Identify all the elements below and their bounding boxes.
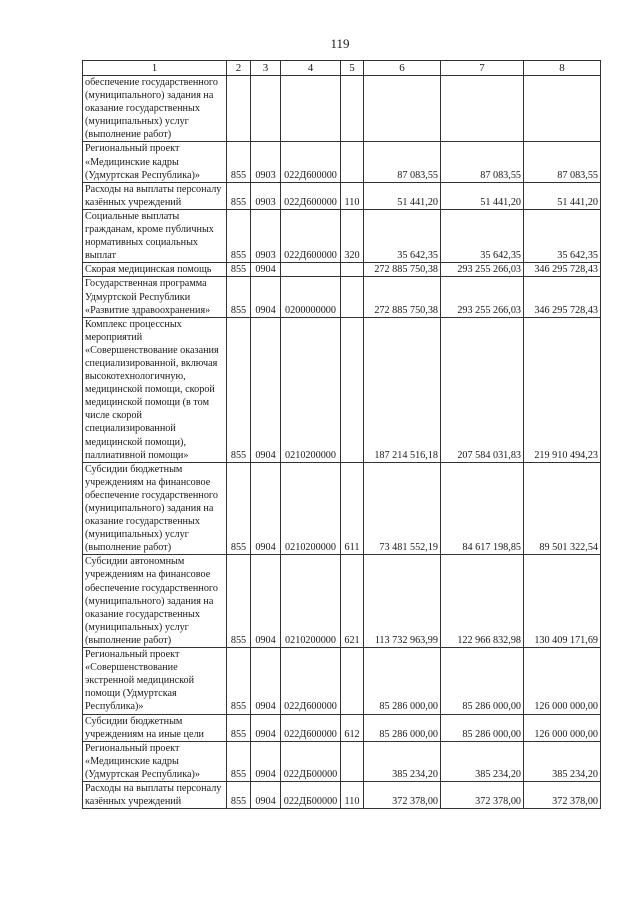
row-amount-col-7: 372 378,00 — [441, 781, 524, 808]
row-amount-col-8: 126 000 000,00 — [524, 714, 601, 741]
row-ministry-code: 855 — [227, 648, 251, 714]
table-row — [83, 142, 601, 182]
row-name: Региональный проект «Медицинские кадры (Удмуртская Республика)» — [83, 142, 227, 182]
header-col-2: 2 — [227, 61, 251, 76]
row-name: Расходы на выплаты персоналу казённых учреждений — [83, 781, 227, 808]
row-amount-col-7: 122 966 832,98 — [441, 555, 524, 648]
table-row — [83, 182, 601, 209]
header-col-8: 8 — [524, 61, 601, 76]
row-ministry-code: 855 — [227, 317, 251, 462]
table-row — [83, 648, 601, 714]
row-amount-col-6: 272 885 750,38 — [364, 277, 441, 317]
row-amount-col-8: 346 295 728,43 — [524, 263, 601, 277]
header-col-6: 6 — [364, 61, 441, 76]
row-expense-type — [341, 263, 364, 277]
row-amount-col-8: 219 910 494,23 — [524, 317, 601, 462]
row-name: Субсидии бюджетным учреждениям на финансовое обеспечение государственного (муниципального) задания на оказание государственных (муниципальных) услуг (выполнение работ) — [83, 462, 227, 555]
row-amount-col-8: 126 000 000,00 — [524, 648, 601, 714]
row-section-code: 0904 — [251, 277, 281, 317]
row-target-article: 022ДБ00000 — [281, 781, 341, 808]
row-target-article: 0210200000 — [281, 462, 341, 555]
row-target-article: 0210200000 — [281, 555, 341, 648]
row-amount-col-6: 113 732 963,99 — [364, 555, 441, 648]
table-row — [83, 263, 601, 277]
row-section-code: 0904 — [251, 462, 281, 555]
row-amount-col-7: 85 286 000,00 — [441, 648, 524, 714]
row-name: обеспечение государственного (муниципального) задания на оказание государственных (муниципальных) услуг (выполнение работ) — [83, 76, 227, 142]
row-amount-col-7: 35 642,35 — [441, 209, 524, 262]
row-amount-col-7: 385 234,20 — [441, 741, 524, 781]
row-section-code: 0904 — [251, 263, 281, 277]
row-amount-col-8: 51 441,20 — [524, 182, 601, 209]
row-amount-col-6: 87 083,55 — [364, 142, 441, 182]
row-target-article: 022ДБ00000 — [281, 741, 341, 781]
row-amount-col-6 — [364, 76, 441, 142]
row-amount-col-7: 87 083,55 — [441, 142, 524, 182]
row-ministry-code: 855 — [227, 555, 251, 648]
row-section-code: 0904 — [251, 741, 281, 781]
row-amount-col-6: 35 642,35 — [364, 209, 441, 262]
row-amount-col-8: 385 234,20 — [524, 741, 601, 781]
header-col-5: 5 — [341, 61, 364, 76]
row-amount-col-7: 85 286 000,00 — [441, 714, 524, 741]
row-amount-col-8: 89 501 322,54 — [524, 462, 601, 555]
row-section-code: 0904 — [251, 555, 281, 648]
row-section-code: 0904 — [251, 648, 281, 714]
row-name: Расходы на выплаты персоналу казённых учреждений — [83, 182, 227, 209]
row-section-code: 0904 — [251, 317, 281, 462]
row-amount-col-7: 207 584 031,83 — [441, 317, 524, 462]
row-section-code: 0904 — [251, 781, 281, 808]
row-expense-type: 110 — [341, 182, 364, 209]
row-target-article: 022Д600000 — [281, 714, 341, 741]
row-amount-col-8: 346 295 728,43 — [524, 277, 601, 317]
row-amount-col-8: 130 409 171,69 — [524, 555, 601, 648]
row-ministry-code — [227, 76, 251, 142]
row-ministry-code: 855 — [227, 209, 251, 262]
row-target-article: 0210200000 — [281, 317, 341, 462]
row-target-article: 022Д600000 — [281, 182, 341, 209]
row-amount-col-7: 84 617 198,85 — [441, 462, 524, 555]
row-section-code: 0903 — [251, 142, 281, 182]
row-expense-type: 110 — [341, 781, 364, 808]
row-expense-type — [341, 741, 364, 781]
row-expense-type: 612 — [341, 714, 364, 741]
row-amount-col-8: 372 378,00 — [524, 781, 601, 808]
row-name: Субсидии бюджетным учреждениям на иные цели — [83, 714, 227, 741]
row-amount-col-6: 187 214 516,18 — [364, 317, 441, 462]
row-amount-col-8: 35 642,35 — [524, 209, 601, 262]
row-name: Комплекс процессных мероприятий «Совершенствование оказания специализированной, включая высокотехнологичную, медицинской помощи, скорой медицинской помощи (в том числе скорой специализированной медицинской помощи), паллиативной помощи» — [83, 317, 227, 462]
budget-table — [82, 60, 601, 809]
table-row — [83, 781, 601, 808]
row-name: Социальные выплаты гражданам, кроме публичных нормативных социальных выплат — [83, 209, 227, 262]
header-col-4: 4 — [281, 61, 341, 76]
row-ministry-code: 855 — [227, 142, 251, 182]
row-expense-type: 611 — [341, 462, 364, 555]
header-col-1: 1 — [83, 61, 227, 76]
row-name: Государственная программа Удмуртской Республики «Развитие здравоохранения» — [83, 277, 227, 317]
table-row — [83, 76, 601, 142]
row-section-code: 0903 — [251, 209, 281, 262]
row-name: Субсидии автономным учреждениям на финансовое обеспечение государственного (муниципального) задания на оказание государственных (муниципальных) услуг (выполнение работ) — [83, 555, 227, 648]
row-amount-col-6: 85 286 000,00 — [364, 648, 441, 714]
table-row — [83, 209, 601, 262]
row-name: Региональный проект «Совершенствование экстренной медицинской помощи (Удмуртская Республика)» — [83, 648, 227, 714]
row-ministry-code: 855 — [227, 182, 251, 209]
row-expense-type: 621 — [341, 555, 364, 648]
table-row — [83, 741, 601, 781]
row-amount-col-8 — [524, 76, 601, 142]
row-name: Региональный проект «Медицинские кадры (Удмуртская Республика)» — [83, 741, 227, 781]
table-row — [83, 555, 601, 648]
page-number: 119 — [330, 36, 350, 51]
table-row — [83, 462, 601, 555]
row-target-article: 022Д600000 — [281, 142, 341, 182]
row-ministry-code: 855 — [227, 277, 251, 317]
row-target-article — [281, 263, 341, 277]
header-row — [83, 61, 601, 76]
table-row — [83, 317, 601, 462]
row-ministry-code: 855 — [227, 741, 251, 781]
row-section-code — [251, 76, 281, 142]
table-row — [83, 277, 601, 317]
row-amount-col-6: 385 234,20 — [364, 741, 441, 781]
row-ministry-code: 855 — [227, 263, 251, 277]
row-section-code: 0903 — [251, 182, 281, 209]
row-amount-col-6: 372 378,00 — [364, 781, 441, 808]
header-col-7: 7 — [441, 61, 524, 76]
row-target-article: 022Д600000 — [281, 209, 341, 262]
row-target-article: 0200000000 — [281, 277, 341, 317]
row-ministry-code: 855 — [227, 714, 251, 741]
row-expense-type — [341, 76, 364, 142]
row-expense-type — [341, 142, 364, 182]
row-target-article — [281, 76, 341, 142]
row-ministry-code: 855 — [227, 781, 251, 808]
row-amount-col-7: 293 255 266,03 — [441, 263, 524, 277]
row-amount-col-7: 51 441,20 — [441, 182, 524, 209]
table-row — [83, 714, 601, 741]
row-expense-type — [341, 648, 364, 714]
row-ministry-code: 855 — [227, 462, 251, 555]
row-expense-type: 320 — [341, 209, 364, 262]
row-expense-type — [341, 277, 364, 317]
row-amount-col-8: 87 083,55 — [524, 142, 601, 182]
row-expense-type — [341, 317, 364, 462]
header-col-3: 3 — [251, 61, 281, 76]
row-target-article: 022Д600000 — [281, 648, 341, 714]
row-amount-col-7: 293 255 266,03 — [441, 277, 524, 317]
row-amount-col-6: 85 286 000,00 — [364, 714, 441, 741]
row-name: Скорая медицинская помощь — [83, 263, 227, 277]
row-amount-col-6: 73 481 552,19 — [364, 462, 441, 555]
row-amount-col-7 — [441, 76, 524, 142]
row-amount-col-6: 51 441,20 — [364, 182, 441, 209]
row-amount-col-6: 272 885 750,38 — [364, 263, 441, 277]
row-section-code: 0904 — [251, 714, 281, 741]
